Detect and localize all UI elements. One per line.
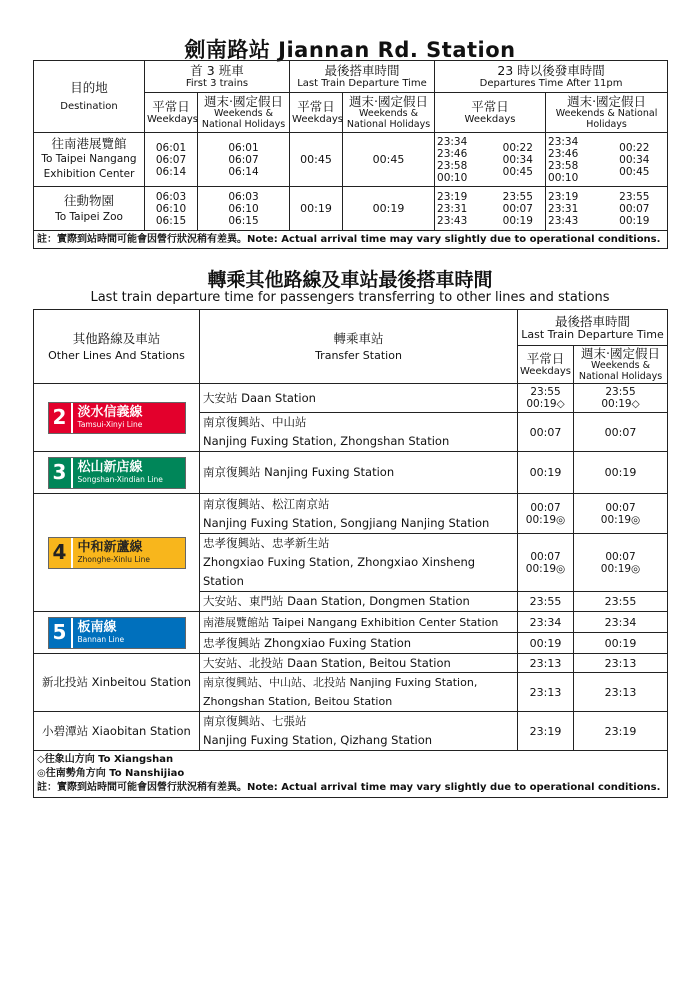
after-weekday-col-b: 00:22 00:34 00:45 [491,133,546,187]
first-weekday-times: 06:01 06:07 06:14 [145,133,198,187]
weekday-time: 23:55 [518,592,574,612]
after-weekday-col-a: 23:19 23:31 23:43 [435,187,491,231]
weekday-header: 平常日 Weekdays [435,93,546,133]
weekday-time: 23:34 [518,612,574,633]
transfer-station: 南京復興站、松江南京站 Nanjing Fuxing Station, Songjiang Nanjing Station [200,494,518,534]
destination-nangang: 往南港展覽館 To Taipei Nangang Exhibition Center [34,133,145,187]
line-2-badge [48,402,186,434]
weekend-time: 23:34 [574,612,668,633]
line-5-badge [48,617,186,649]
line-4-badge [48,537,186,569]
weekday-header: 平常日 Weekdays [290,93,343,133]
weekday-time: 23:55 00:19◇ [518,384,574,413]
departure-timetable [33,60,668,249]
transfer-section-title: 轉乘其他路線及車站最後搭車時間 [207,269,493,291]
after-weekend-col-b: 00:22 00:34 00:45 [602,133,668,187]
line-name-zh: 中和新蘆線 [77,540,143,555]
line-4-cell [34,494,200,612]
weekend-time: 00:07 00:19◎ [574,494,668,534]
weekend-header: 週末‧國定假日 Weekends & National Holidays [574,346,668,384]
weekend-time: 23:19 [574,712,668,751]
weekend-time: 23:13 [574,654,668,673]
transfer-station: 忠孝復興站、忠孝新生站 Zhongxiao Fuxing Station, Zhongxiao Xinsheng Station [200,534,518,592]
weekday-header: 平常日 Weekdays [145,93,198,133]
table-row [34,133,668,187]
transfer-station: 南港展覽館站 Taipei Nangang Exhibition Center Station [200,612,518,633]
weekday-time: 00:07 00:19◎ [518,534,574,592]
weekday-header: 平常日 Weekdays [518,346,574,384]
weekday-time: 23:13 [518,654,574,673]
table-row [34,654,668,673]
line-name-en: Tamsui-Xinyi Line [77,420,143,429]
transfer-station: 忠孝復興站 Zhongxiao Fuxing Station [200,633,518,654]
transfer-station: 南京復興站、中山站 Nanjing Fuxing Station, Zhongshan Station [200,413,518,452]
operational-note: 註：實際到站時間可能會因營行狀況稍有差異。Note: Actual arrival time may vary slightly due to operational conditions. [37,782,661,793]
footnotes [34,751,668,798]
after-11pm-header: 23 時以後發車時間 Departures Time After 11pm [435,61,668,93]
after-weekend-col-a: 23:34 23:46 23:58 00:10 [546,133,602,187]
line-number-icon: 3 [49,458,71,488]
transfer-section-subtitle: Last train departure time for passengers transferring to other lines and stations [90,290,610,305]
line-5-cell [34,612,200,654]
line-name-zh: 淡水信義線 [77,405,143,420]
transfer-table [33,309,668,798]
last-weekend-time: 00:45 [343,133,435,187]
after-weekend-col-a: 23:19 23:31 23:43 [546,187,602,231]
station-title: 劍南路站 Jiannan Rd. Station [184,38,516,62]
last-weekday-time: 00:45 [290,133,343,187]
footnote-xiangshan: ◇往象山方向 To Xiangshan [37,754,174,765]
table-row [34,452,668,494]
weekday-time: 00:07 [518,413,574,452]
line-name-en: Songshan-Xindian Line [77,475,163,484]
line-2-cell [34,384,200,452]
line-name-zh: 松山新店線 [77,460,143,475]
first-weekend-times: 06:03 06:10 06:15 [198,187,290,231]
first-weekend-times: 06:01 06:07 06:14 [198,133,290,187]
after-weekday-col-a: 23:34 23:46 23:58 00:10 [435,133,491,187]
after-weekend-col-b: 23:55 00:07 00:19 [602,187,668,231]
table-row [34,712,668,751]
table-row [34,384,668,413]
weekday-time: 23:19 [518,712,574,751]
table-row [34,187,668,231]
transfer-station: 南京復興站 Nanjing Fuxing Station [200,452,518,494]
line-name-en: Zhonghe-Xinlu Line [77,555,151,564]
last-train-header: 最後搭車時間 Last Train Departure Time [518,310,668,346]
transfer-station: 大安站 Daan Station [200,384,518,413]
weekend-header: 週末‧國定假日 Weekends & National Holidays [343,93,435,133]
weekday-time: 23:13 [518,673,574,712]
destination-zoo: 往動物園 To Taipei Zoo [34,187,145,231]
weekend-header: 週末‧國定假日 Weekends & National Holidays [546,93,668,133]
weekend-time: 23:55 [574,592,668,612]
weekend-time: 23:13 [574,673,668,712]
weekend-header: 週末‧國定假日 Weekends & National Holidays [198,93,290,133]
other-lines-header: 其他路線及車站 Other Lines And Stations [34,310,200,384]
footnote-nanshijiao: ◎往南勢角方向 To Nanshijiao [37,768,185,779]
after-weekday-col-b: 23:55 00:07 00:19 [491,187,546,231]
weekend-time: 00:07 [574,413,668,452]
line-number-icon: 2 [49,403,71,433]
weekend-time: 23:55 00:19◇ [574,384,668,413]
transfer-station: 南京復興站、中山站、北投站 Nanjing Fuxing Station, Zhongshan Station, Beitou Station [200,673,518,712]
xinbeitou-station: 新北投站 Xinbeitou Station [34,654,200,712]
destination-header: 目的地 Destination [34,61,145,133]
first-trains-header: 首 3 班車 First 3 trains [145,61,290,93]
last-weekend-time: 00:19 [343,187,435,231]
weekend-time: 00:07 00:19◎ [574,534,668,592]
xiaobitan-station: 小碧潭站 Xiaobitan Station [34,712,200,751]
transfer-station: 大安站、北投站 Daan Station, Beitou Station [200,654,518,673]
transfer-station: 南京復興站、七張站 Nanjing Fuxing Station, Qizhang Station [200,712,518,751]
line-name-en: Bannan Line [77,635,125,644]
weekend-time: 00:19 [574,452,668,494]
operational-note: 註：實際到站時間可能會因營行狀況稍有差異。Note: Actual arrival time may vary slightly due to operational conditions. [34,231,668,249]
line-3-cell [34,452,200,494]
last-weekday-time: 00:19 [290,187,343,231]
first-weekday-times: 06:03 06:10 06:15 [145,187,198,231]
weekend-time: 00:19 [574,633,668,654]
line-3-badge [48,457,186,489]
weekday-time: 00:19 [518,633,574,654]
transfer-station: 大安站、東門站 Daan Station, Dongmen Station [200,592,518,612]
last-train-header: 最後搭車時間 Last Train Departure Time [290,61,435,93]
weekday-time: 00:19 [518,452,574,494]
line-number-icon: 4 [49,538,71,568]
line-name-zh: 板南線 [77,620,117,635]
weekday-time: 00:07 00:19◎ [518,494,574,534]
line-number-icon: 5 [49,618,71,648]
table-row [34,494,668,534]
table-row [34,612,668,633]
transfer-station-header: 轉乘車站 Transfer Station [200,310,518,384]
